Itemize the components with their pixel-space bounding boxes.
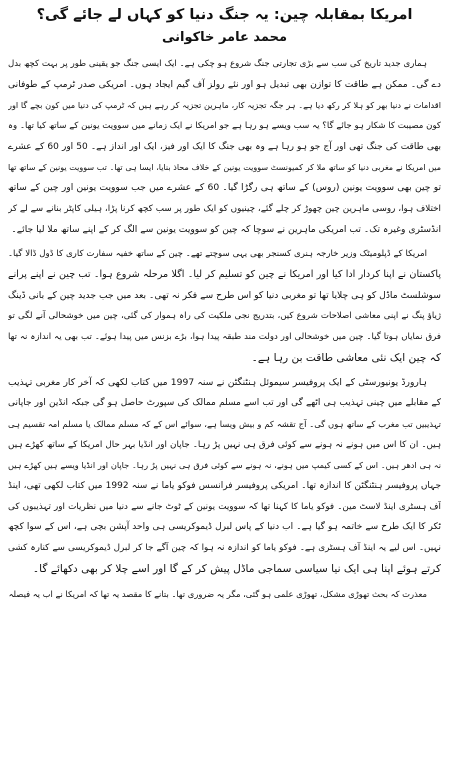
text-line: میں امریکا نے مغربی دنیا کو ساتھ ملا کر کمیونسٹ سوویت یونین کے خلاف محاذ بنایا، ایسا ہی تھا۔ تب سوویت یونین کے ساتھ تھا [8,162,441,172]
article-body [8,54,441,604]
text-line: تہذیبیں تب مغرب کے ساتھ ہوں گی۔ آج تقشہ کم و بیش ویسا ہے، سوائے اس کے کہ مسلم ممالک یا مسلم امہ تقسیم ہی [8,418,441,429]
text-line: انڈسٹری وغیرہ تک۔ تب امریکی ماہرین نے سوچا کہ چین کو سوویت یونین سے الگ کر کے اپنے ساتھ ملا لیا جائے۔ [11,223,441,235]
text-line: سوشلسٹ ماڈل کو ہی چلایا تھا تو مغربی دنیا کو اس طرح سے فکر نہ تھی۔ بعد میں جب جدید چین کے بانی ڈینگ [8,289,441,301]
text-line: بھی طاقت کی جنگ تھی اور آج جو ہو رہا ہے وہ بھی جنگ کا ایک اور فیز، ایک اور انداز ہے۔ 50 اور 60 کے عشرے [8,141,441,152]
text-line: کون مصیبت کا شکار ہو جائے گا؟ یہ سب ویسے ہو رہا ہے جو امریکا نے ایک زمانے میں سوویت یونین کے ساتھ کیا تھا۔ وہ [8,121,441,132]
text-line: اختلاف ہوا، روسی ماہرین چین چھوڑ کر چلے گئے، چینیوں کو ایک طور پر سب کچھ کرنا پڑا، ہیلی کاپٹر بنانے سے لے کر [8,203,441,214]
text-line: کہ چین ایک نئی معاشی طاقت بن رہا ہے۔ [251,351,441,364]
text-line: کرتے ہوئے اپنا ہی ایک نیا سیاسی سماجی ماڈل پیش کر کے گا اور اسے چلا کر بھی دکھائے گا۔ [32,562,441,575]
text-line: ٹکر کا ایک طرح سے خاتمہ ہو گیا ہے۔ اب دنیا کے پاس لبرل ڈیموکریسی ہی واحد آپشن بچی ہے، اس کے سوا کچھ [8,522,441,533]
text-line: ہماری جدید تاریخ کی سب سے بڑی تجارتی جنگ شروع ہو چکی ہے۔ ایک ایسی جنگ جو یقینی طور پر بہت کچھ بدل [8,59,427,69]
text-line: نہیں۔ اس لیے یہ اینڈ آف ہسٹری ہے۔ فوکو یاما کو اندازہ نہ ہوا کہ چین آگے جا کر لبرل ڈیموکریسی سے کنارہ کشی [8,543,441,554]
text-line: جہاں پروفیسر ہنٹنگٹن کا اندازہ تھا۔ امریکی پروفیسر فرانسس فوکو یاما نے سنہ 1992 میں کتاب لکھی تھی، اینڈ [8,481,441,492]
paragraph [8,373,441,580]
text-line: فرق نمایاں ہوتا گیا۔ چین میں خوشحالی اور دولت مند طبقہ پیدا ہوا، بڑے بزنس میں پیدا ہوئے۔ تب بھی یہ اندازہ نہ تھا [8,332,441,343]
text-line: آف ہسٹری اینڈ لاسٹ مین۔ فوکو یاما کا کہنا تھا کہ سوویت یونین کے ٹوٹ جانے سے دنیا میں نظریات اور تہذیبوں کی [8,501,441,512]
text-line: ہارورڈ یونیورسٹی کے ایک پروفیسر سیموئل ہنٹنگٹن نے سنہ 1997 میں کتاب لکھی کہ آخر کار مغربی تہذیب [8,376,427,388]
text-line: کے مقابلے میں چینی تہذیب ہی اٹھے گی اور تب اسے مسلم ممالک کی سپورٹ حاصل ہو گی جبکہ انڈین اور جاپانی [8,398,441,409]
text-line: نہ ہی ادھر ہیں۔ اس کے کسی کیمپ میں ہونے، نہ ہونے سے کوئی فرق ہی نہیں پڑ رہا۔ جاپان اور انڈیا ویسے ہیں کھڑے ہیں [8,460,441,471]
article-title: امریکا بمقابلہ چین: یہ جنگ دنیا کو کہاں لے جائے گی؟ [36,7,413,23]
paragraph [8,244,441,368]
article-author: محمد عامر خاکوانی [161,30,288,45]
text-line: دے گی۔ ممکن ہے طاقت کا توازن بھی تبدیل ہو اور نئے رولز آف گیم ایجاد ہوں۔ امریکی صدر ٹرمپ کے طوفانی [8,78,441,90]
text-line: پاکستان نے اپنا کردار ادا کیا اور امریکا نے چین کو تسلیم کر لیا۔ اگلا مرحلہ شروع ہوا۔ تب چین نے اپنے پرانے [8,269,441,281]
text-line: امریکا کے ڈپلومیٹک وزیر خارجہ ہنری کسنجر بھی یہی سوچتے تھے۔ چین کے ساتھ خفیہ سفارت کاری کا ڈول ڈالا گیا۔ [8,249,427,260]
paragraph [8,54,441,240]
text-line: ہیں۔ ان کا اس میں ہونے نہ ہونے سے کوئی فرق ہی نہیں پڑ رہا۔ جاپان اور انڈیا بہر حال امریکا کے ساتھ کھڑے ہیں [8,439,441,450]
text-line: ژیاؤ پنگ نے اپنی معاشی اصلاحات شروع کیں، بتدریج نجی ملکیت کی راہ ہموار کی گئی، چین میں خوشحالی آنے لگی تو [8,311,441,322]
text-line: معذرت کہ بحث تھوڑی مشکل، تھوڑی علمی ہو گئی، مگر یہ ضروری تھا۔ بتانے کا مقصد یہ تھا کہ امریکا نے اب یہ فیصلہ [8,588,427,599]
text-line: تو چین بھی سوویت یونین (روس) کے ساتھ ہی رگڑا گیا۔ 60 کے عشرے میں جب سوویت یونین اور چین کے ساتھ [8,182,441,194]
paragraph [8,584,441,605]
text-line: اقدامات نے دنیا بھر کو ہلا کر رکھ دیا ہے۔ ہر جگہ تجزیہ کار، ماہرین تجزیہ کر رہے ہیں کہ ٹرمپ کی دنیا میں کون بچے گا اور [8,100,441,111]
